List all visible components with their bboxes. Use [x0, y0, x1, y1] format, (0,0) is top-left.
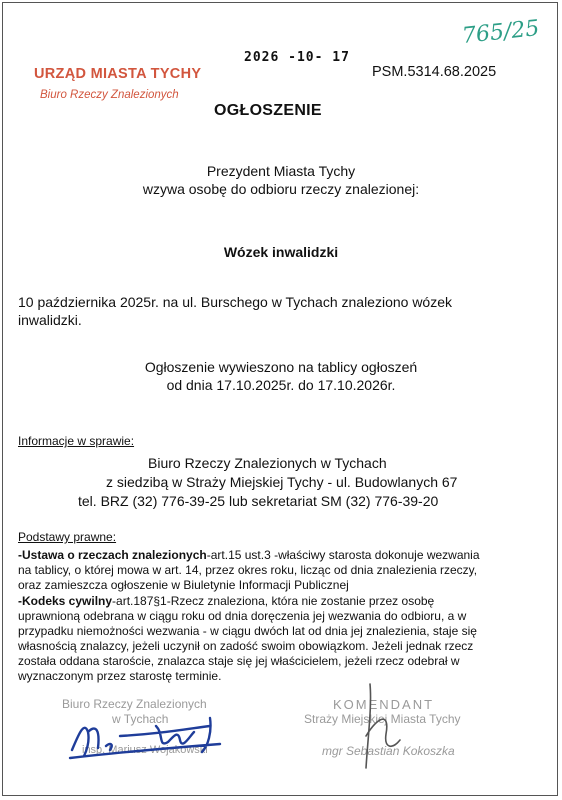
info-line-2: z siedzibą w Straży Miejskiej Tychy - ul. Budowlanych 67: [106, 474, 458, 490]
found-text-line-2: inwalidzki.: [18, 312, 82, 328]
legal-act2-line-2: uprawnioną odebrana w ciągu roku od dnia doręczenia jej wezwania do odbioru, a w: [18, 609, 467, 623]
item-title: Wózek inwalidzki: [223, 244, 339, 260]
document-heading: OGŁOSZENIE: [214, 102, 322, 119]
legal-act2-line-4: własnością znalazcy, jeżeli uczynił on zadość swoim obowiązkom. Jeżeli jednak rzecz: [18, 639, 474, 653]
right-signature: [300, 676, 460, 776]
found-text-line-1: 10 października 2025r. na ul. Burschego w Tychach znaleziono wózek: [18, 294, 453, 310]
legal-act1-line-1: [18, 548, 480, 562]
right-stamp-unit: Straży Miejskiej Miasta Tychy: [304, 712, 461, 726]
legal-act1-line-3: oraz zamieszcza ogłoszenie w Biuletynie Informacji Publicznej: [18, 578, 349, 592]
info-line-1: Biuro Rzeczy Znalezionych w Tychach: [148, 455, 387, 471]
act1-name: -Ustawa o rzeczach znalezionych: [18, 548, 207, 562]
info-line-3: tel. BRZ (32) 776-39-25 lub sekretariat SM (32) 776-39-20: [78, 493, 439, 509]
handwritten-number: 765/25: [460, 16, 541, 49]
legal-act1-line-2: na tablicy, o której mowa w art. 14, przez okres roku, licząc od dnia znalezienia rzeczy,: [18, 563, 478, 577]
left-stamp-line-2: w Tychach: [112, 712, 169, 726]
legal-act2-line-6: wyznaczonym przez starostę terminie.: [18, 669, 222, 683]
act2-text: -art.187§1-Rzecz znaleziona, która nie zostanie przez osobę: [112, 594, 435, 608]
office-stamp: URZĄD MIASTA TYCHY: [34, 66, 202, 82]
act2-name: -Kodeks cywilny: [18, 594, 113, 608]
info-label: Informacje w sprawie:: [18, 434, 135, 448]
posted-line-1: Ogłoszenie wywieszono na tablicy ogłoszeń: [144, 359, 418, 375]
left-stamp-line-1: Biuro Rzeczy Znalezionych: [62, 697, 207, 711]
summons-line-1: Prezydent Miasta Tychy: [206, 163, 356, 179]
reference-number: PSM.5314.68.2025: [372, 64, 497, 80]
right-stamp-title: KOMENDANT: [333, 697, 435, 712]
date-stamp: 2026 -10- 17: [244, 50, 350, 65]
left-stamp-name: insp. Mariusz Wojakowski: [82, 744, 208, 756]
posted-line-2: od dnia 17.10.2025r. do 17.10.2026r.: [166, 377, 396, 393]
legal-act2-line-5: została oddana staroście, znalazca staje się jej właścicielem, jeżeli rzecz odebrał w: [18, 654, 460, 668]
department-stamp: Biuro Rzeczy Znalezionych: [40, 89, 179, 101]
left-signature: [60, 706, 250, 766]
legal-label: Podstawy prawne:: [18, 530, 117, 544]
legal-act2-line-3: przypadku niemożności wezwania - w ciągu dwóch lat od dnia jej znalezienia, staje się: [18, 624, 477, 638]
summons-line-2: wzywa osobę do odbioru rzeczy znalezionej:: [142, 181, 420, 197]
act1-text: -art.15 ust.3 -właściwy starosta dokonuje wezwania: [206, 548, 480, 562]
legal-act2-line-1: [18, 594, 434, 608]
right-stamp-name: mgr Sebastian Kokoszka: [322, 744, 455, 758]
